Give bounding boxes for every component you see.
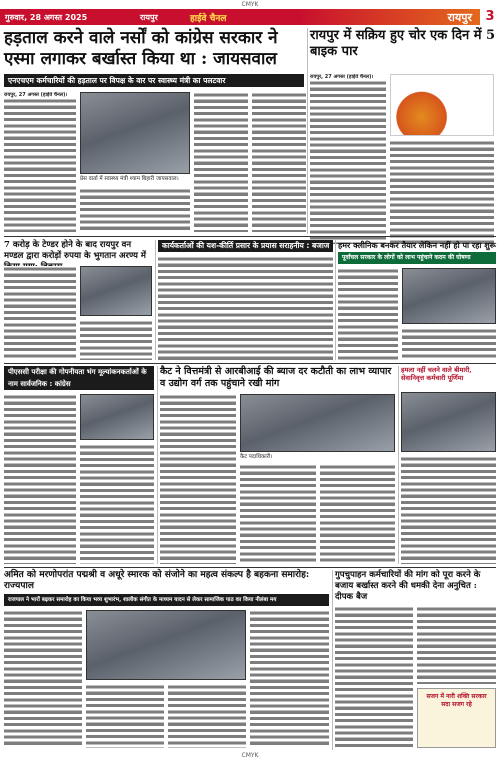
divider bbox=[332, 570, 333, 750]
side-dateline: रायपुर, 27 अगस्त (हाईवे चैनल)। bbox=[310, 74, 374, 80]
divider bbox=[4, 236, 496, 237]
story-s1-headline: 7 करोड़ के टेण्डर होने के बाद रायपुर वन मण्डल द्वारा करोड़ों रुपया के भुगतान अरण्य में किया गया: विकास bbox=[4, 240, 146, 272]
lead-subhead: एनएचएम कर्मचारियों की हड़ताल पर विपक्ष के वार पर स्वास्थ्य मंत्री का पलटवार bbox=[4, 74, 304, 87]
side-headline: रायपुर में सक्रिय हुए चोर एक दिन में 5 बाइक पार bbox=[310, 28, 496, 59]
story-s2-banner: कार्यकर्ताओं की यश-कीर्ति प्रसार के प्रयास सराहनीय : बजाज bbox=[158, 240, 333, 252]
lead-text-col-2 bbox=[80, 188, 190, 232]
section-tag bbox=[440, 9, 500, 25]
story-s6-text bbox=[401, 456, 496, 564]
story-s5-photo bbox=[240, 394, 395, 452]
story-s7-text-2 bbox=[86, 684, 164, 748]
story-s6-photo bbox=[401, 392, 496, 452]
issue-date: गुरुवार, 28 अगस्त 2025 bbox=[5, 12, 88, 22]
section-name: रायपुर bbox=[447, 10, 472, 24]
story-s1-photo bbox=[80, 266, 152, 316]
brand-name: हाईवे चैनल bbox=[190, 13, 227, 24]
story-s3-headline: हमर क्लीनिक बनकर तैयार लेकिन नहीं हो पा रहा शुरू bbox=[338, 240, 496, 250]
story-s5-text-2 bbox=[240, 464, 316, 564]
lead-photo bbox=[80, 92, 190, 174]
lead-text-col-4 bbox=[252, 92, 306, 232]
story-s5-headline: कैट ने वित्तमंत्री से आरबीआई की ब्याज दर कटौती का लाभ व्यापार व उद्योग वर्ग तक पहुंचाने रखी मांग bbox=[160, 366, 392, 389]
page-number: 3 bbox=[480, 9, 500, 25]
side-text-col-2 bbox=[390, 140, 494, 244]
divider bbox=[157, 366, 158, 564]
story-s3-banner: पूर्वांचल सरकार के लोगों को लाभ पहुंचाने कदम की घोषणा bbox=[338, 252, 496, 264]
story-s7-text-4 bbox=[250, 610, 329, 748]
lead-photo-caption: प्रेस वार्ता में स्वास्थ्य मंत्री श्याम बिहारी जायसवाल। bbox=[80, 176, 179, 182]
story-s4-banner: पीएससी परीक्षा की गोपनीयता भंग मूल्यांकनकर्ताओं के नाम सार्वजनिक : कांग्रेस bbox=[4, 366, 154, 390]
story-s8-text-2 bbox=[417, 606, 496, 684]
story-s4-text bbox=[4, 394, 76, 564]
story-s3-photo bbox=[402, 268, 496, 324]
lead-text-col-1 bbox=[4, 92, 76, 232]
masthead bbox=[0, 9, 500, 25]
story-s3-text-2 bbox=[402, 328, 496, 360]
story-s5-text bbox=[160, 394, 236, 564]
story-s4-text-2 bbox=[80, 444, 154, 564]
side-text-col-1 bbox=[310, 74, 386, 244]
brand-bottom-strip: CMYK bbox=[241, 752, 259, 759]
brand-top-strip: CMYK bbox=[241, 1, 259, 8]
story-s2-text bbox=[158, 256, 333, 360]
story-s7-text-3 bbox=[168, 684, 246, 748]
story-s7-text bbox=[4, 610, 82, 748]
bike-illustration bbox=[390, 74, 494, 136]
divider bbox=[4, 567, 496, 568]
divider bbox=[307, 28, 308, 234]
story-s8-headline: गुपचुपाहन कर्मचारियों की मांग को पूरा करने के बजाय बर्खास्त करने की धमकी देना अनुचित : दीपक बैज bbox=[335, 570, 481, 602]
story-s4-photo bbox=[80, 394, 154, 440]
divider bbox=[398, 366, 399, 564]
divider bbox=[335, 240, 336, 360]
issue-city: रायपुर bbox=[140, 12, 158, 22]
story-s5-caption: कैट पदाधिकारी। bbox=[240, 454, 273, 460]
story-s7-headline: अमित को मरणोपरांत पद्मश्री व अधूरे स्मारक को संजोने का महत्व संकल्प है बहकना समारोह: राज्यपाल bbox=[4, 570, 310, 591]
story-s6-headline: हमला नहीं चलने वाले बीमारी, सेवानिवृत्त कर्मचारी पूर्णिमा bbox=[401, 366, 472, 382]
ad-box bbox=[417, 688, 496, 748]
divider bbox=[4, 363, 496, 364]
divider bbox=[155, 240, 156, 360]
story-s1-text bbox=[4, 266, 76, 360]
story-s7-banner: राजपाल ने भारों बढ़कर समारोह का किया भव्य शुभारंभ, शालीक संगीत के माध्यम यादन से लेकर सामाजिक पाठ का किया नीलंबा मय bbox=[4, 594, 329, 606]
lead-headline: हड़ताल करने वाले नर्सों को कांग्रेस सरकार ने एस्मा लगाकर बर्खास्त किया था : जायसवाल bbox=[4, 28, 278, 69]
lead-text-col-3 bbox=[194, 92, 248, 232]
story-s5-text-3 bbox=[320, 464, 395, 564]
ad-text: सजग में नारी शक्ति सरकार सदा सजग रहे bbox=[426, 693, 487, 708]
story-s1-text-2 bbox=[80, 320, 152, 360]
story-s7-photo bbox=[86, 610, 246, 680]
story-s8-text bbox=[335, 606, 413, 748]
story-s3-text bbox=[338, 268, 398, 360]
lead-dateline: रायपुर, 27 अगस्त (हाईवे चैनल)। bbox=[4, 92, 68, 98]
